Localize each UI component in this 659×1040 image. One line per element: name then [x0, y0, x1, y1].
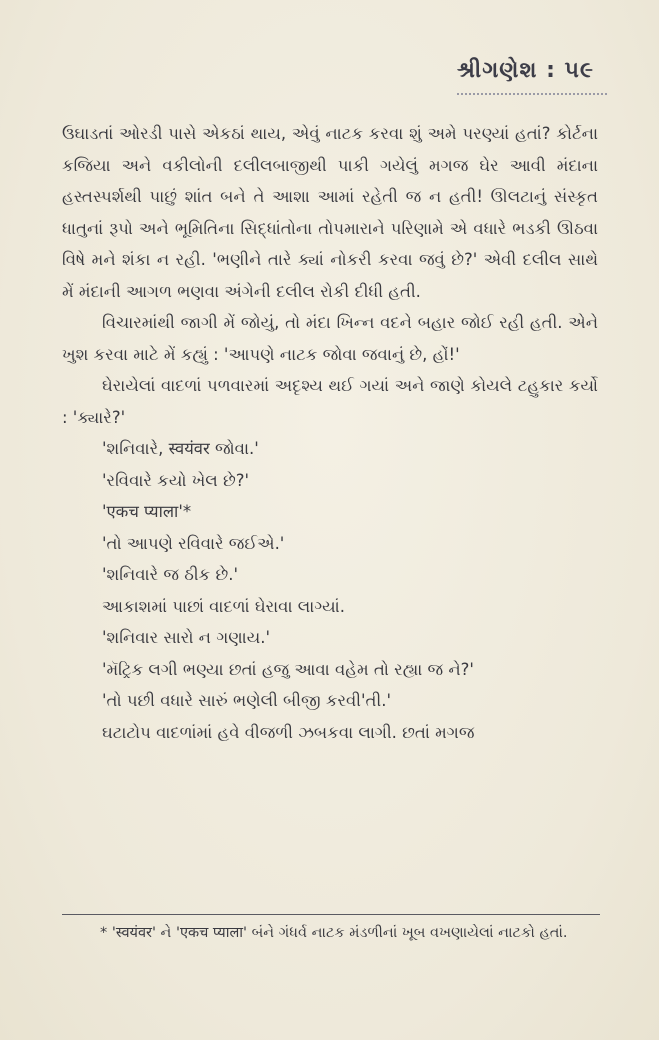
- running-header: [457, 58, 607, 95]
- footnote-divider: [62, 914, 600, 915]
- dialogue-line: 'શનિવારે, स्वयंवर જોવા.': [102, 439, 259, 458]
- paragraph: ઉઘાડતાં ઓરડી પાસે એકઠાં થાય, એવું નાટક કરવા શું અમે પરણ્યાં હતાં? કોર્ટના કજિયા અને વકીલોની દલીલબાજીથી પાકી ગયેલું મગજ ઘેર આવી મંદાના હસ્તસ્પર્શથી પાછું શાંત બને તે આશા આમાં રહેતી જ ન હતી! ઊલટાનું સંસ્કૃત ધાતુનાં રૂપો અને ભૂમિતિના સિદ્ધાંતોના તોપમારાને પરિણામે એ વધારે ભડકી ઊઠવા વિષે મને શંકા ન રહી. 'ભણીને તારે ક્યાં નોકરી કરવા જવું છે?' એવી દલીલ સાથે મેં મંદાની આગળ ભણવા અંગેની દલીલ રોકી દીધી હતી.: [62, 124, 598, 301]
- dialogue-line: 'રવિવારે કયો ખેલ છે?': [102, 470, 250, 490]
- dialogue-line: 'શનિવાર સારો ન ગણાય.': [102, 628, 270, 647]
- dialogue-line: 'તો પછી વધારે સારું ભણેલી બીજી કરવી'તી.': [102, 691, 391, 710]
- paragraph: ઘેરાયેલાં વાદળાં પળવારમાં અદૃશ્ય થઈ ગયાં અને જાણે કોયલે ટહુકાર કર્યો : 'ક્યારે?': [62, 376, 598, 427]
- paragraph: વિચારમાંથી જાગી મેં જોયું, તો મંદા ખિન્ન વદને બહાર જોઈ રહી હતી. એને ખુશ કરવા માટે મેં કહ્યું : 'આપણે નાટક જોવા જવાનું છે, હોં!': [62, 313, 598, 364]
- footnote: [62, 918, 598, 948]
- footnote-text: * 'स्वयंवर' ને 'एकच प्याला' બંને ગંધર્વ નાટક મંડળીનાં ખૂબ વખણાયેલાં નાટકો હતાં.: [100, 925, 568, 941]
- dialogue-line: 'તો આપણે રવિવારે જઈએ.': [102, 533, 285, 553]
- decorative-underline: [457, 85, 607, 95]
- dialogue-line: 'મૅટ્રિક લગી ભણ્યા છતાં હજુ આવા વહેમ તો રહ્યા જ ને?': [102, 659, 474, 679]
- dialogue-line: 'एकच प्याला'*: [102, 502, 192, 521]
- body-text: [62, 118, 598, 748]
- running-title: શ્રીગણેશ : ૫૯: [457, 58, 595, 83]
- dialogue-line: ઘટાટોપ વાદળાંમાં હવે વીજળી ઝબકવા લાગી. છતાં મગજ: [102, 722, 475, 742]
- dialogue-line: 'શનિવારે જ ઠીક છે.': [102, 565, 238, 584]
- dialogue-line: આકાશમાં પાછાં વાદળાં ઘેરાવા લાગ્યાં.: [102, 596, 345, 616]
